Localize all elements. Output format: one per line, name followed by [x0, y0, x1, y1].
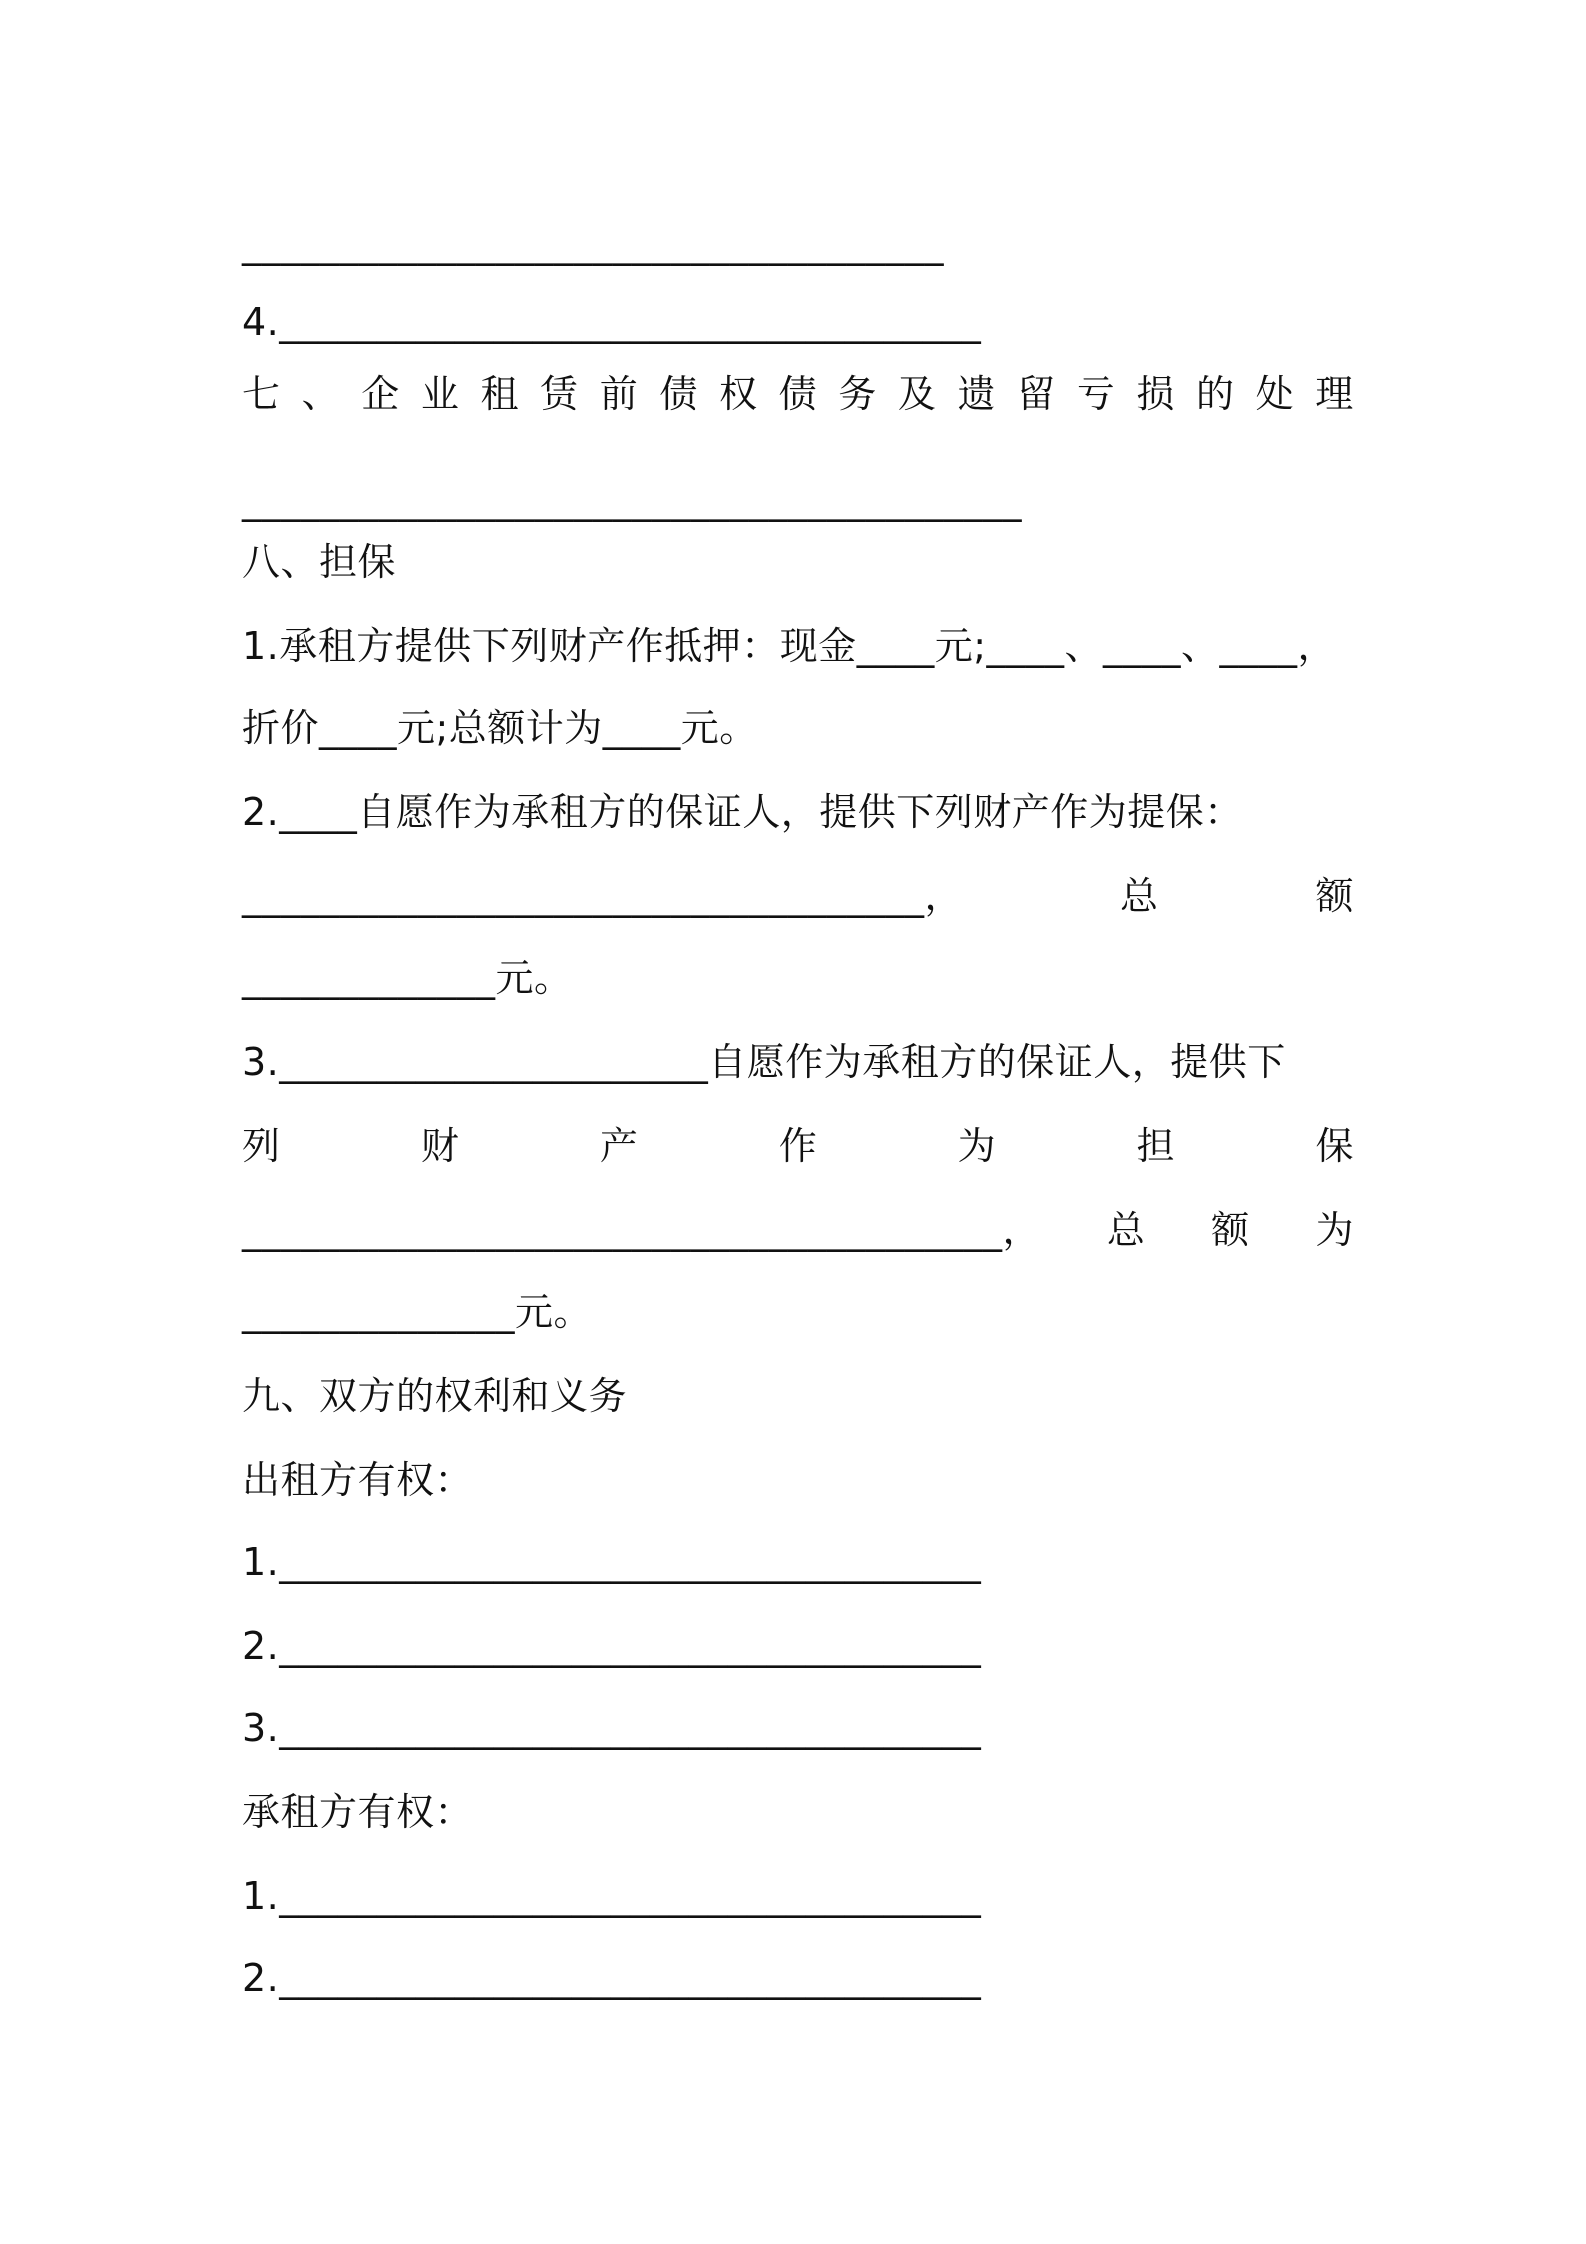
spread-char: 作: [778, 1124, 818, 1168]
line-segment: 总: [1106, 1208, 1146, 1252]
heading-char: 债: [659, 372, 698, 416]
heading-char: 处: [1255, 372, 1295, 416]
lessee-rights-heading: 承租方有权：: [242, 1790, 474, 1834]
heading-char: 权: [719, 372, 758, 416]
heading-char: 及: [897, 372, 937, 416]
line-segment: ___________________________________，: [242, 874, 964, 918]
lessee-right-2: 2.____________________________________: [242, 1956, 982, 2000]
clause-6-item-4: 4.____________________________________: [242, 300, 982, 344]
spread-char: 产: [599, 1124, 639, 1168]
lessor-right-3: 3.____________________________________: [242, 1706, 982, 1750]
line-segment: _______________________________________，: [242, 1208, 1042, 1252]
heading-char: 务: [838, 372, 877, 416]
spread-char: 担: [1136, 1124, 1176, 1168]
heading-char: 租: [480, 372, 520, 416]
heading-char: 业: [420, 372, 460, 416]
lessor-right-2: 2.____________________________________: [242, 1624, 982, 1668]
lessor-rights-heading: 出租方有权：: [242, 1458, 474, 1502]
heading-char: 前: [599, 372, 639, 416]
guarantee-item-2-line-2: [242, 874, 1354, 920]
heading-char: 理: [1315, 372, 1354, 416]
lessor-right-1: 1.____________________________________: [242, 1540, 982, 1584]
guarantee-item-2-line-1: 2.____自愿作为承租方的保证人，提供下列财产作为提保：: [242, 790, 1243, 834]
spread-char: 保: [1315, 1124, 1354, 1168]
heading-char: 七: [242, 372, 281, 416]
blank-line-continuation: ____________________________________: [242, 222, 944, 266]
guarantee-item-3-line-4: ______________元。: [242, 1290, 593, 1334]
heading-char: 、: [301, 372, 341, 416]
line-segment: 为: [1315, 1208, 1354, 1252]
guarantee-item-1-line-1: 1.承租方提供下列财产作抵押：现金____元;____、____、____，: [242, 624, 1337, 668]
line-segment: 总: [1119, 874, 1159, 918]
guarantee-item-3-line-2: [242, 1124, 1354, 1170]
line-segment: 额: [1211, 1208, 1250, 1252]
guarantee-item-1-line-2: 折价____元;总额计为____元。: [242, 706, 758, 750]
section-7-blank-line: ________________________________________: [242, 478, 1022, 522]
line-segment: 额: [1315, 874, 1354, 918]
guarantee-item-2-line-3: _____________元。: [242, 956, 573, 1000]
heading-char: 留: [1017, 372, 1056, 416]
spread-char: 财: [420, 1124, 460, 1168]
heading-char: 企: [361, 372, 400, 416]
spread-char: 为: [957, 1124, 997, 1168]
heading-char: 损: [1136, 372, 1175, 416]
lessee-right-1: 1.____________________________________: [242, 1874, 982, 1918]
heading-char: 债: [778, 372, 818, 416]
section-9-heading: 九、双方的权利和义务: [242, 1374, 628, 1418]
guarantee-item-3-line-1: 3.______________________自愿作为承租方的保证人，提供下: [242, 1040, 1286, 1084]
heading-char: 亏: [1076, 372, 1116, 416]
section-8-heading: 八、担保: [242, 540, 397, 584]
spread-char: 列: [242, 1124, 281, 1168]
section-7-heading: [242, 372, 1354, 418]
heading-char: 的: [1196, 372, 1235, 416]
heading-char: 赁: [540, 372, 579, 416]
heading-char: 遗: [957, 372, 997, 416]
guarantee-item-3-line-3: [242, 1208, 1354, 1254]
